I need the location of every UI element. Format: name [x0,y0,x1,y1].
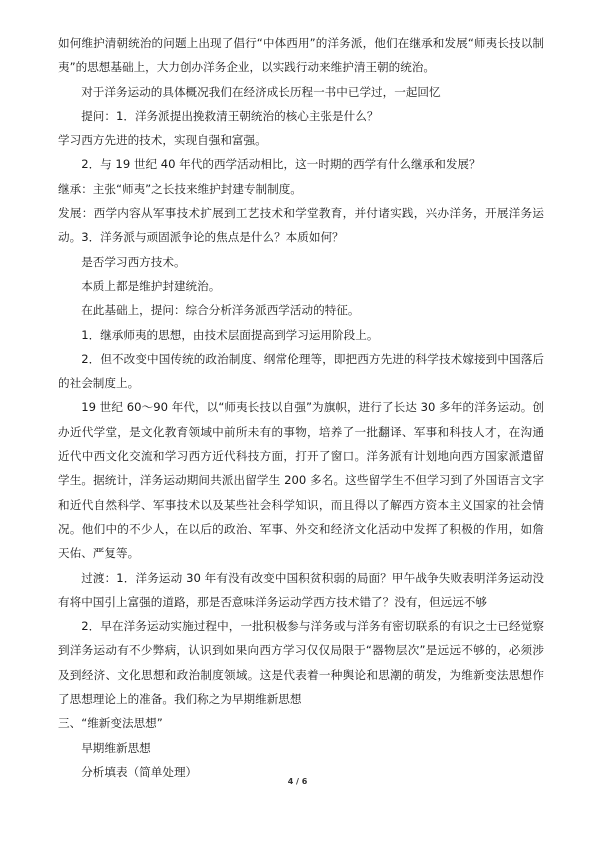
paragraph-7: 发展：西学内容从军事技术扩展到工艺技术和学堂教育，并付诸实践，兴办洋务，开展洋务运动。3．洋务派与顽固派争论的焦点是什么？本质如何？ [58,206,544,245]
paragraph-11: 1．继承师夷的思想，由技术层面提高到学习运用阶段上。 [81,327,379,342]
paragraph-3: 提问：1．洋务派提出挽救清王朝统治的核心主张是什么？ [81,108,379,123]
paragraph-4: 学习西方先进的技术，实现自强和富强。 [58,133,267,148]
paragraph-6: 继承：主张“师夷”之长技来维护封建专制制度。 [58,181,302,196]
paragraph-18: 分析填表（简单处理） [81,764,198,779]
paragraph-1: 如何维护清朝统治的问题上出现了倡行“中体西用”的洋务派，他们在继承和发展“师夷长技以制夷”的思想基础上，大力创办洋务企业，以实践行动来维护清王朝的统治。 [58,36,544,75]
paragraph-10: 在此基础上，提问：综合分析洋务派西学活动的特征。 [81,303,360,318]
page-number: 4 / 6 [287,777,308,786]
paragraph-2: 对于洋务运动的具体概况我们在经济成长历程一书中已学过，一起回忆 [81,84,441,99]
section-heading: 三、“维新变法思想” [58,716,163,731]
paragraph-14: 过渡：1．洋务运动 30 年有没有改变中国积贫积弱的局面？甲午战争失败表明洋务运动没有将中国引上富强的道路，那是否意味洋务运动学西方技术错了？没有，但远远不够 [58,570,544,609]
paragraph-13: 19 世纪 60～90 年代，以“师夷长技以自强”为旗帜，进行了长达 30 多年的洋务运动。创办近代学堂，是文化教育领域中前所未有的事物，培养了一批翻译、军事和科技人才，在沟通近代中西文化交流和学习西方近代科技方面，打开了窗口。洋务派有计划地向西方国家派遣留学生。据统计，洋务运动期间共派出留学生 200 多名。这些留学生不但学习到了外国语言文字和近代自然科学、军事技术以及某些社会科学知识，而且得以了解西方资本主义国家的社会情况。他们中的不少人，在以后的政治、军事、外交和经济文化活动中发挥了积极的作用，如詹天佑、严复等。 [58,400,544,561]
paragraph-5: 2．与 19 世纪 40 年代的西学活动相比，这一时期的西学有什么继承和发展？ [81,157,481,172]
paragraph-9: 本质上都是维护封建统治。 [81,278,221,293]
paragraph-8: 是否学习西方技术。 [81,254,186,269]
paragraph-12: 2．但不改变中国传统的政治制度、纲常伦理等，即把西方先进的科学技术嫁接到中国落后的社会制度上。 [58,351,544,391]
paragraph-17: 早期维新思想 [81,740,151,755]
paragraph-15: 2．早在洋务运动实施过程中，一批积极参与洋务或与洋务有密切联系的有识之士已经觉察到洋务运动有不少弊病，认识到如果向西方学习仅仅局限于“器物层次”是远远不够的，必须涉及到经济、文化思想和政治制度领域。这是代表着一种舆论和思潮的萌发，为维新变法思想作了思想理论上的准备。我们称之为早期维新思想 [58,619,544,707]
document-body [58,31,544,784]
